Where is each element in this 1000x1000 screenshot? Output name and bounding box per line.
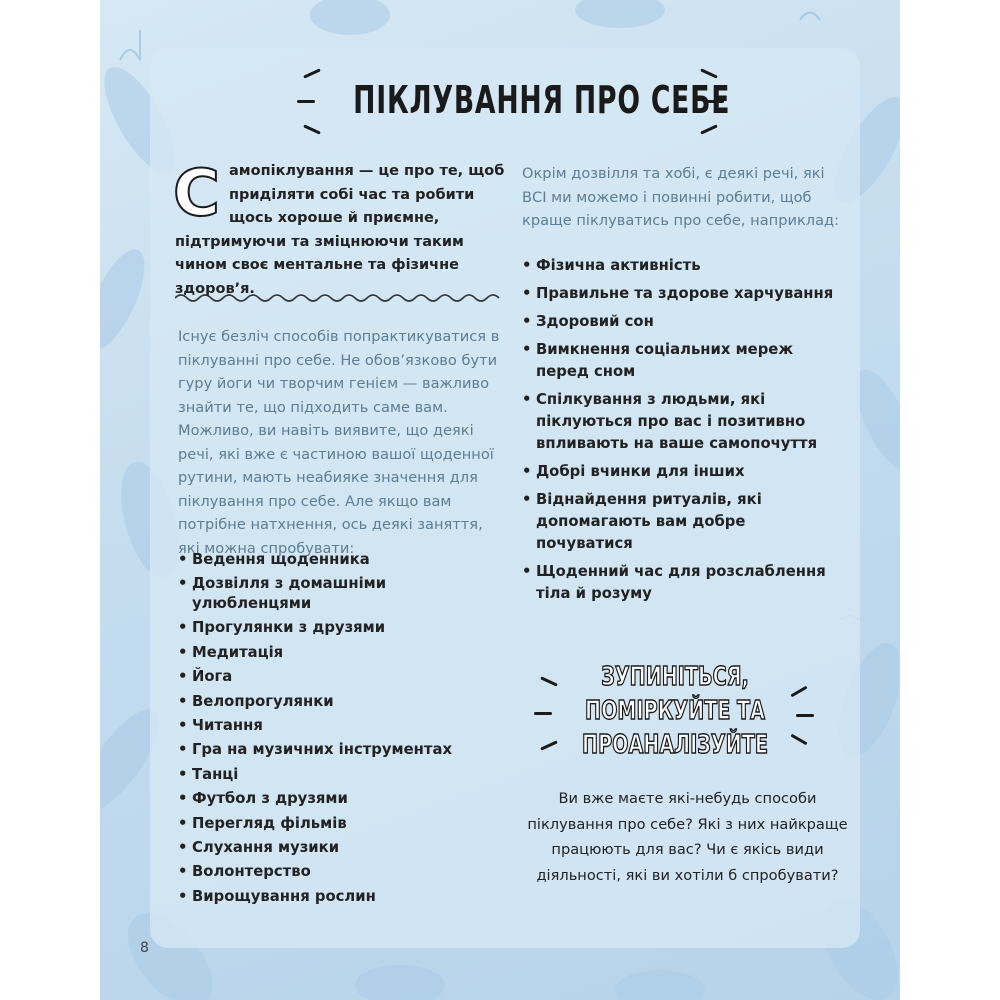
list-item: • Слухання музики (178, 838, 508, 862)
list-item: • Добрі вчинки для інших (522, 461, 842, 483)
reflect-question: Ви вже маєте які-небудь способи піклування про себе? Які з них найкраще працюють для вас? Чи є якісь види діяльності, які ви хотіли б спробувати? (527, 790, 848, 884)
right-intro: Окрім дозвілля та хобі, є деякі речі, які ВСІ ми можемо і повинні робити, щоб краще піклуватись про себе, наприклад: (522, 165, 840, 229)
page-title: ПІКЛУВАННЯ ПРО СЕБЕ (353, 78, 731, 122)
list-item: • Фізична активність (522, 255, 842, 277)
list-item: • Гра на музичних інструментах (178, 740, 508, 764)
intro-block (173, 157, 510, 301)
intro-text: амопіклування — це про те, щоб приділяти собі час та робити щось хороше й приємне, підтримуючи та зміцнюючи таким чином своє ментальне та фізичне здоров’я. (175, 163, 505, 297)
list-item: • Щоденний час для розслаблення тіла й розуму (522, 561, 842, 605)
reflect-accent-mark (534, 712, 552, 715)
drop-cap: С (173, 157, 220, 231)
list-item: • Прогулянки з друзями (178, 618, 508, 642)
reflect-heading-line: ЗУПИНІТЬСЯ, (601, 662, 749, 692)
reflect-heading (560, 660, 790, 762)
list-item: • Читання (178, 716, 508, 740)
reflect-heading-line: ПРОАНАЛІЗУЙТЕ (582, 730, 768, 760)
list-item: • Ведення щоденника (178, 550, 508, 574)
list-item: • Спілкування з людьми, які піклуються про вас і позитивно впливають на ваше самопочуття (522, 389, 842, 455)
list-item: • Віднайдення ритуалів, які допомагають вам добре почуватися (522, 489, 842, 555)
list-item: • Перегляд фільмів (178, 814, 508, 838)
list-item: • Вирощування рослин (178, 887, 508, 911)
body-paragraph: Існує безліч способів попрактикуватися в піклуванні про себе. Не обов’язково бути гуру йоги чи творчим генієм — важливо знайти те, що підходить саме вам. Можливо, ви навіть виявите, що деякі речі, які вже є частиною вашої щоденної рутини, мають неабияке значення для піклування про себе. Але якщо вам потрібне натхнення, ось деякі заняття, які можна спробувати: (178, 328, 500, 557)
reflect-heading-line: ПОМІРКУЙТЕ ТА (585, 696, 765, 726)
list-item: • Дозвілля з домашніми улюбленцями (178, 574, 508, 618)
activities-list (178, 550, 508, 911)
list-item: • Велопрогулянки (178, 692, 508, 716)
list-item: • Правильне та здорове харчування (522, 283, 842, 305)
list-item: • Здоровий сон (522, 311, 842, 333)
list-item: • Танці (178, 765, 508, 789)
wavy-divider (175, 292, 505, 304)
list-item: • Волонтерство (178, 862, 508, 886)
list-item: • Вимкнення соціальних мереж перед сном (522, 339, 842, 383)
list-item: • Медитація (178, 643, 508, 667)
reflect-accent-mark (796, 714, 814, 717)
essentials-list (522, 255, 842, 611)
page-number: 8 (140, 940, 149, 956)
list-item: • Йога (178, 667, 508, 691)
list-item: • Футбол з друзями (178, 789, 508, 813)
